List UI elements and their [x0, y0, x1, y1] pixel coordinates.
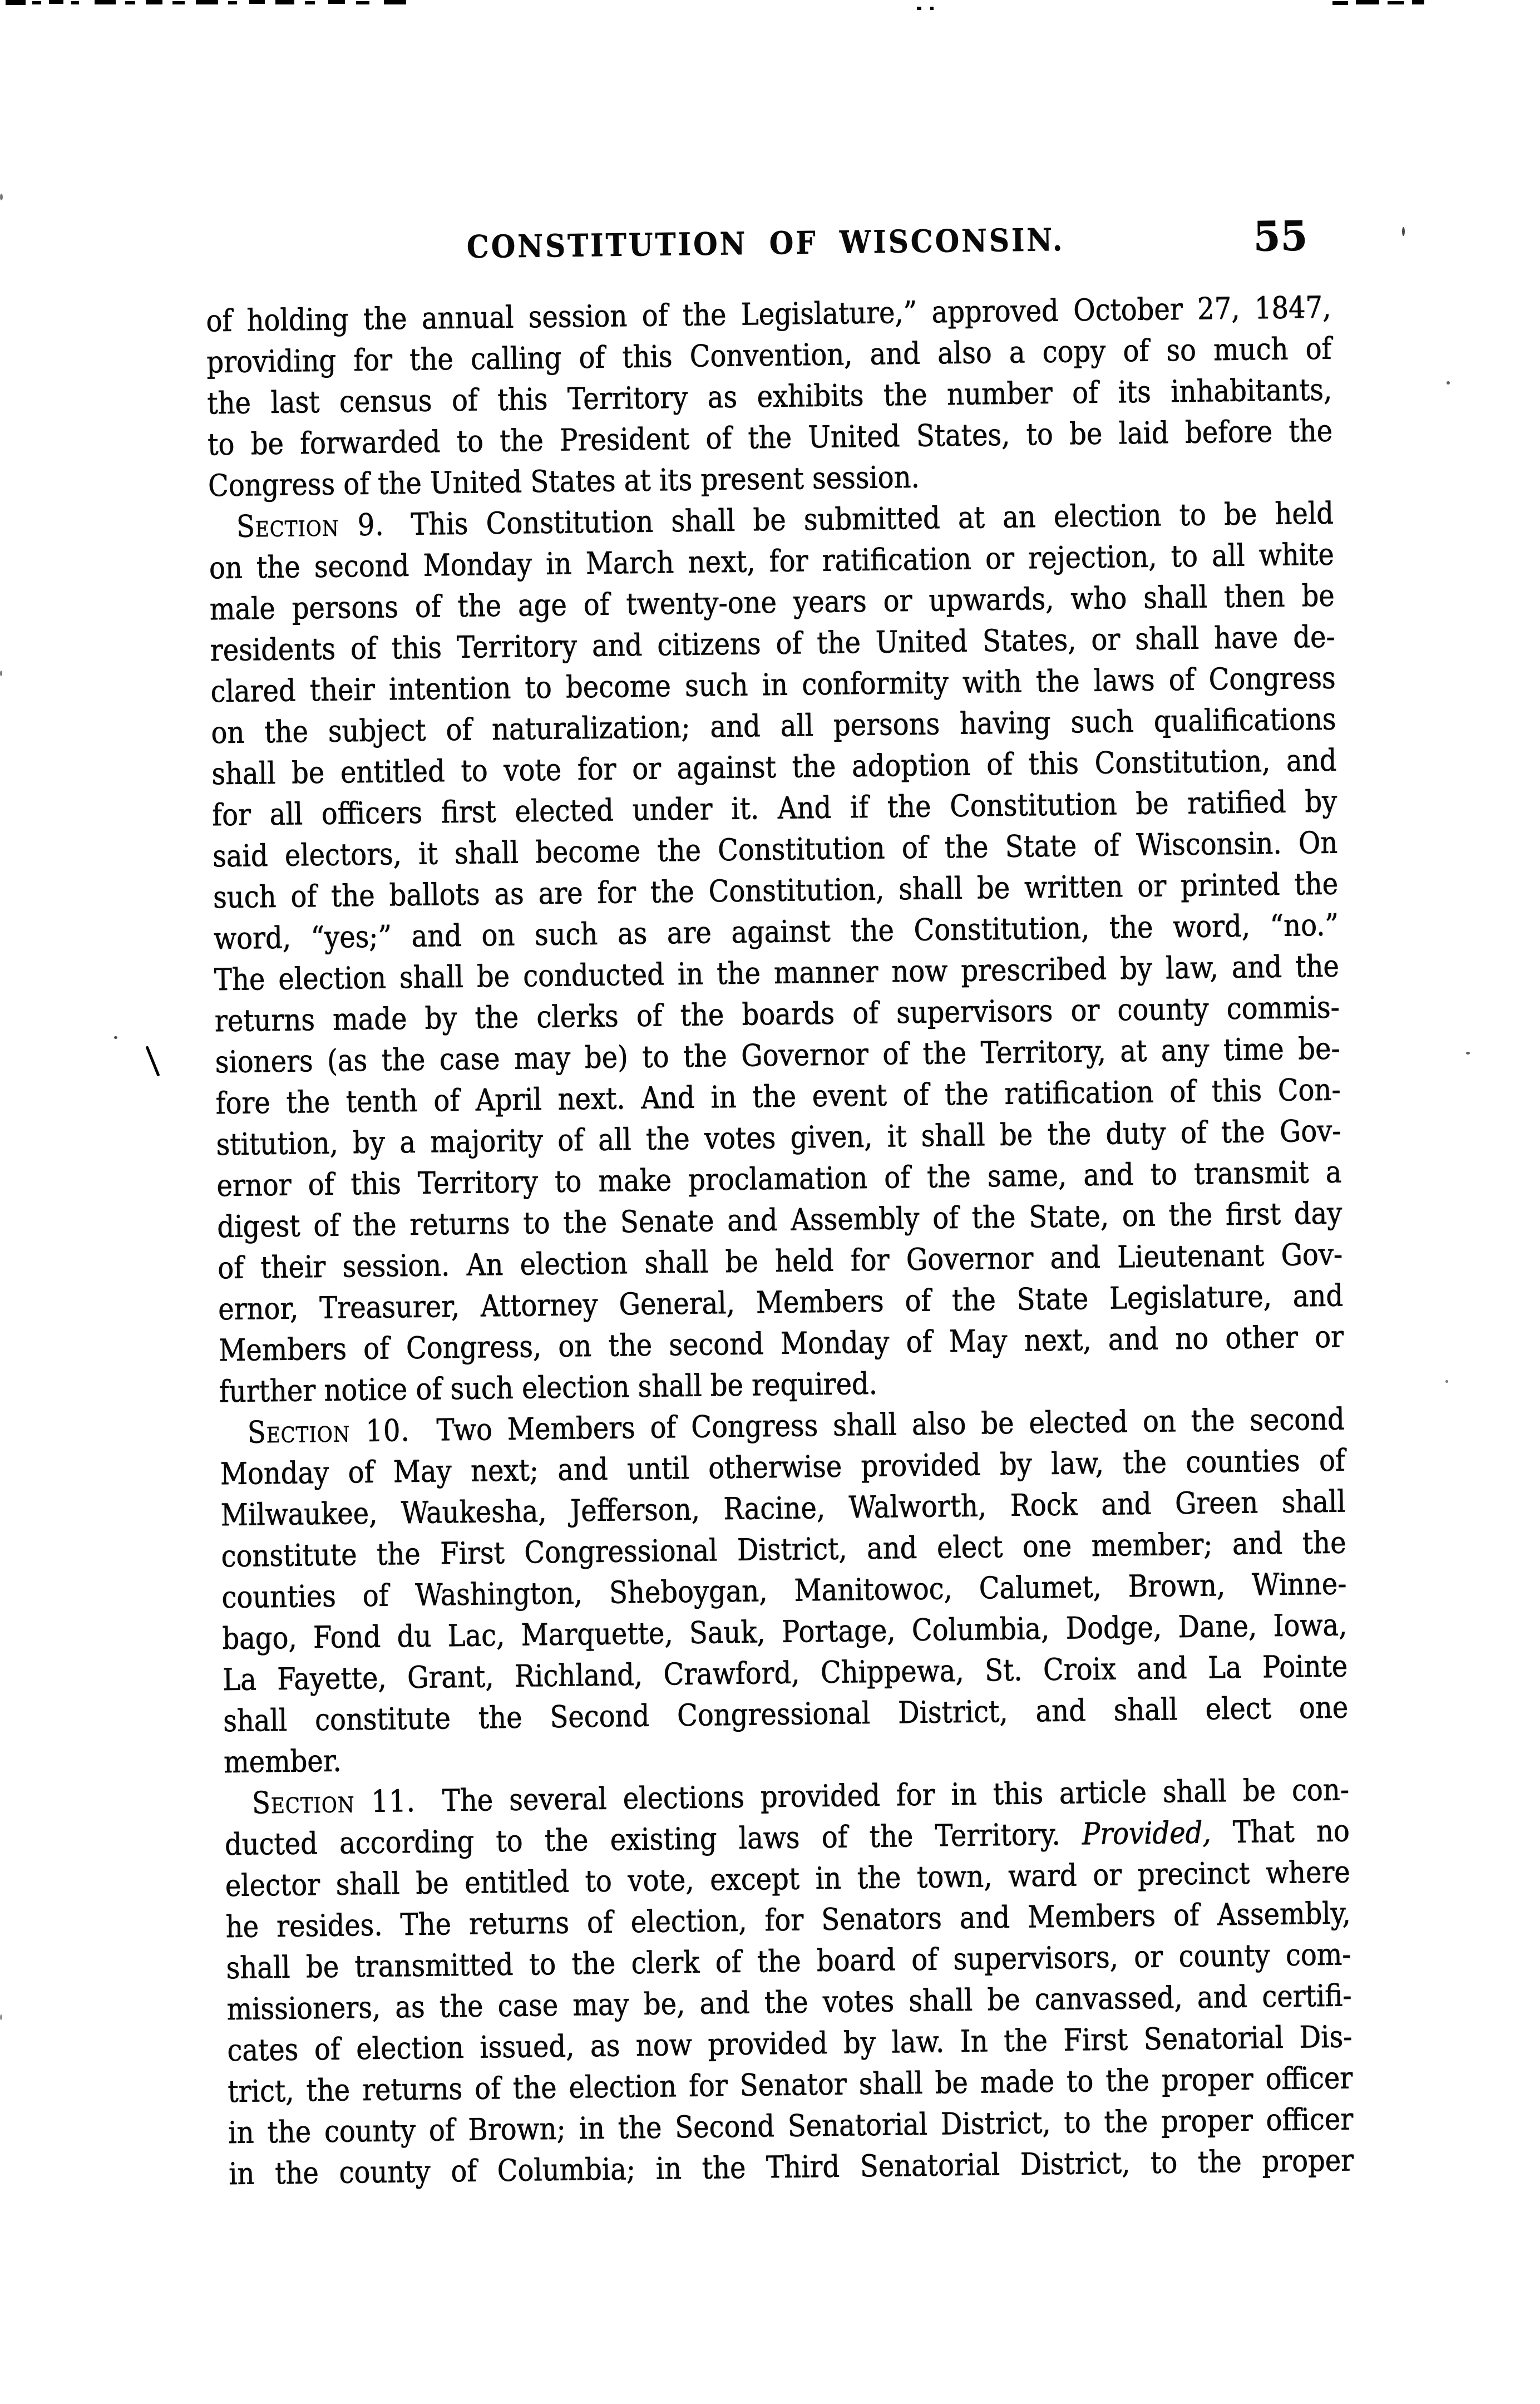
scan-artifact — [146, 0, 162, 4]
text-line: Section 11. The several elections provided for in this article shall be con- — [251, 1772, 1350, 1821]
text-line: digest of the returns to the Senate and Assembly of the State, on the first day — [217, 1195, 1342, 1245]
text-line: stitution, by a majority of all the votes given, it shall be the duty of the Gov- — [216, 1113, 1341, 1162]
text-line: of their session. An election shall be held for Governor and Lieutenant Gov- — [217, 1237, 1343, 1286]
text-line: in the county of Brown; in the Second Senatorial District, to the proper officer — [228, 2101, 1354, 2151]
text-line: on the second Monday in March next, for ratification or rejection, to all white — [209, 536, 1335, 586]
section-label: Section 11. — [251, 1784, 416, 1821]
scan-artifact — [249, 0, 265, 4]
text-line: Congress of the United States at its present session. — [208, 459, 920, 504]
text-line: the last census of this Territory as exhibits the number of its inhabitants, — [206, 372, 1332, 421]
text-line: missioners, as the case may be, and the votes shall be canvassed, and certifi- — [226, 1978, 1352, 2027]
text-line: for all officers first elected under it. And if the Constitution be ratified by — [212, 784, 1337, 833]
text-line: in the county of Columbia; in the Third Senatorial District, to the proper — [228, 2142, 1354, 2192]
page-number: 55 — [1253, 211, 1308, 261]
text-column — [206, 287, 1354, 2195]
text-line: Section 9. This Constitution shall be submitted at an election to be held — [236, 495, 1334, 545]
text-line: constitute the First Congressional District, and elect one member; and the — [221, 1525, 1346, 1574]
text-line: ernor, Treasurer, Attorney General, Members of the State Legislature, and — [218, 1278, 1344, 1327]
scan-artifact — [305, 1, 315, 4]
text-line: fore the tenth of April next. And in the event of the ratification of this Con- — [215, 1072, 1341, 1121]
scan-artifact — [6, 0, 26, 5]
page-header-title: CONSTITUTION OF WISCONSIN. — [466, 221, 1065, 265]
text-line: he resides. The returns of election, for Senators and Members of Assembly, — [225, 1895, 1351, 1945]
text-line: said electors, it shall become the Constitution of the State of Wisconsin. On — [212, 825, 1338, 874]
text-line: clared their intention to become such in conformity with the laws of Congress — [210, 660, 1336, 710]
text-line: further notice of such election shall be required. — [219, 1366, 878, 1410]
text-line: shall be entitled to vote for or against the adoption of this Constitution, and — [211, 742, 1337, 792]
scan-artifact — [356, 1, 369, 4]
text-line: The election shall be conducted in the manner now prescribed by law, and the — [214, 948, 1340, 998]
text-line: shall constitute the Second Congressional District, and shall elect one — [223, 1689, 1349, 1739]
scan-artifact — [196, 0, 218, 4]
text-line: elector shall be entitled to vote, except in the town, ward or precinct where — [225, 1854, 1351, 1904]
paragraph — [224, 1769, 1354, 2195]
paragraph — [209, 493, 1345, 1413]
scan-artifact — [32, 1, 41, 4]
scan-artifact — [328, 0, 345, 4]
text-line: sioners (as the case may be) to the Governor of the Territory, at any time be- — [215, 1031, 1341, 1080]
text-line: Monday of May next; and until otherwise provided by law, the counties of — [220, 1442, 1346, 1492]
text-line: of holding the annual session of the Legislature,” approved October 27, 1847, — [206, 289, 1331, 339]
text-line: counties of Washington, Sheboygan, Manitowoc, Calumet, Brown, Winne- — [221, 1566, 1347, 1615]
scan-artifact — [228, 1, 237, 4]
section-label: Section 10. — [247, 1413, 411, 1451]
scan-artifact — [125, 1, 135, 4]
scan-artifact — [275, 0, 294, 4]
text-line: providing for the calling of this Convention, and also a copy of so much of — [206, 331, 1332, 380]
text-line: male persons of the age of twenty-one years or upwards, who shall then be — [209, 578, 1335, 627]
text-line: such of the ballots as are for the Constitution, shall be written or printed the — [213, 866, 1339, 915]
text-line: cates of election issued, as now provided by law. In the First Senatorial Dis- — [227, 2019, 1353, 2068]
text-line: Milwaukee, Waukesha, Jefferson, Racine, Walworth, Rock and Green shall — [220, 1484, 1346, 1533]
text-line: returns made by the clerks of the boards of supervisors or county commis- — [214, 989, 1340, 1039]
text-line: residents of this Territory and citizens of the United States, or shall have de- — [210, 619, 1336, 668]
section-label: Section 9. — [236, 507, 384, 545]
text-line: La Fayette, Grant, Richland, Crawford, Chippewa, St. Croix and La Pointe — [222, 1648, 1348, 1698]
scan-artifact — [384, 0, 406, 4]
text-line: ernor of this Territory to make proclamation of the same, and to transmit a — [216, 1154, 1342, 1204]
text-line: shall be transmitted to the clerk of the board of supervisors, or county com- — [226, 1937, 1351, 1986]
scan-artifact — [49, 0, 63, 4]
paragraph — [220, 1398, 1349, 1783]
ink-speck — [0, 2014, 2, 2020]
text-line: on the subject of naturalization; and all persons having such qualifications — [211, 701, 1336, 751]
text-line: trict, the returns of the election for Senator shall be made to the proper officer — [228, 2060, 1353, 2110]
scan-artifact — [172, 1, 185, 4]
text-line: word, “yes;” and on such as are against the Constitution, the word, “no.” — [213, 907, 1339, 957]
text-line: member. — [223, 1743, 342, 1780]
text-line: ducted according to the existing laws of the Territory. Provided, That no — [224, 1813, 1350, 1863]
scan-artifact — [95, 0, 116, 4]
text-line: Section 10. Two Members of Congress shall also be elected on the second — [247, 1401, 1345, 1451]
paragraph — [206, 287, 1333, 507]
scan-artifact — [71, 1, 79, 4]
text-line: to be forwarded to the President of the United States, to be laid before the — [207, 413, 1333, 462]
text-line: Members of Congress, on the second Monday of May next, and no other or — [218, 1319, 1344, 1368]
text-line: bago, Fond du Lac, Marquette, Sauk, Portage, Columbia, Dodge, Dane, Iowa, — [222, 1607, 1348, 1657]
